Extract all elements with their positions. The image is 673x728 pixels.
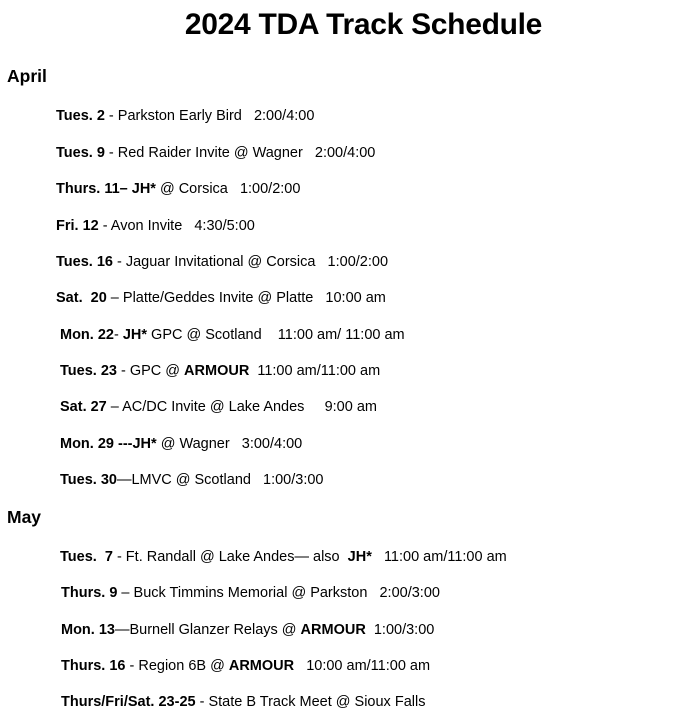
entry-bold-text: Mon. 29 ---JH*	[60, 436, 157, 452]
entry-bold-text: Mon. 13	[61, 622, 115, 638]
entry-bold-text: Thurs. 11– JH*	[56, 181, 156, 197]
entry-text: - State B Track Meet @ Sioux Falls	[195, 694, 426, 710]
schedule-entry	[61, 693, 425, 711]
entry-text: 10:00 am/11:00 am	[294, 658, 431, 674]
month-heading-april: April	[7, 66, 47, 86]
entry-bold-text: ARMOUR	[228, 658, 295, 674]
entry-text: 1:00/3:00	[365, 622, 435, 638]
entry-bold-text: ARMOUR	[184, 363, 250, 379]
entry-text: —Burnell Glanzer Relays @	[114, 622, 301, 638]
schedule-entry	[56, 107, 314, 125]
schedule-entry	[56, 144, 375, 162]
entry-text: @ Corsica 1:00/2:00	[155, 181, 301, 197]
entry-bold-text: JH*	[122, 327, 148, 343]
entry-bold-text: Tues. 30	[60, 472, 117, 488]
entry-text: – Buck Timmins Memorial @ Parkston 2:00/3:00	[117, 585, 440, 601]
entry-text: @ Wagner 3:00/4:00	[156, 436, 303, 452]
entry-text: -	[113, 327, 123, 343]
entry-bold-text: Tues. 2	[56, 108, 105, 124]
entry-bold-text: Thurs. 16	[61, 658, 126, 674]
schedule-entry	[56, 217, 255, 235]
entry-text: —LMVC @ Scotland 1:00/3:00	[116, 472, 324, 488]
schedule-entry	[60, 548, 507, 566]
schedule-entry	[56, 289, 386, 307]
entry-text: 11:00 am/11:00 am	[371, 549, 507, 565]
schedule-entry	[60, 471, 324, 489]
entry-bold-text: Tues. 16	[56, 254, 113, 270]
schedule-entry	[60, 398, 377, 416]
entry-bold-text: Mon. 22	[60, 327, 114, 343]
schedule-entry	[60, 362, 380, 380]
entry-bold-text: Thurs/Fri/Sat. 23-25	[61, 694, 196, 710]
entry-text: - Jaguar Invitational @ Corsica 1:00/2:00	[112, 254, 389, 270]
entry-bold-text: Tues. 23	[60, 363, 117, 379]
entry-text: - Parkston Early Bird 2:00/4:00	[104, 108, 315, 124]
month-heading-may: May	[7, 507, 42, 527]
page-title: 2024 TDA Track Schedule	[184, 8, 543, 41]
entry-bold-text: Thurs. 9	[61, 585, 118, 601]
entry-text: - Region 6B @	[125, 658, 229, 674]
schedule-entry	[56, 180, 300, 198]
entry-text: - Red Raider Invite @ Wagner 2:00/4:00	[104, 145, 376, 161]
schedule-entry	[56, 253, 388, 271]
entry-bold-text: JH*	[347, 549, 372, 565]
entry-bold-text: ARMOUR	[300, 622, 366, 638]
entry-bold-text: Tues. 7	[60, 549, 113, 565]
entry-text: - Ft. Randall @ Lake Andes— also	[112, 549, 348, 565]
schedule-entry	[61, 621, 434, 639]
entry-text: - Avon Invite 4:30/5:00	[98, 218, 255, 234]
entry-text: GPC @ Scotland 11:00 am/ 11:00 am	[147, 327, 405, 343]
entry-bold-text: Sat. 20	[56, 290, 107, 306]
entry-bold-text: Sat. 27	[60, 399, 107, 415]
entry-bold-text: Tues. 9	[56, 145, 105, 161]
entry-bold-text: Fri. 12	[56, 218, 99, 234]
entry-text: – Platte/Geddes Invite @ Platte 10:00 am	[106, 290, 386, 306]
schedule-entry	[60, 435, 302, 453]
entry-text: 11:00 am/11:00 am	[249, 363, 381, 379]
entry-text: – AC/DC Invite @ Lake Andes 9:00 am	[106, 399, 377, 415]
schedule-entry	[61, 657, 430, 675]
schedule-entry	[61, 584, 440, 602]
entry-text: - GPC @	[116, 363, 185, 379]
schedule-entry	[60, 326, 405, 344]
